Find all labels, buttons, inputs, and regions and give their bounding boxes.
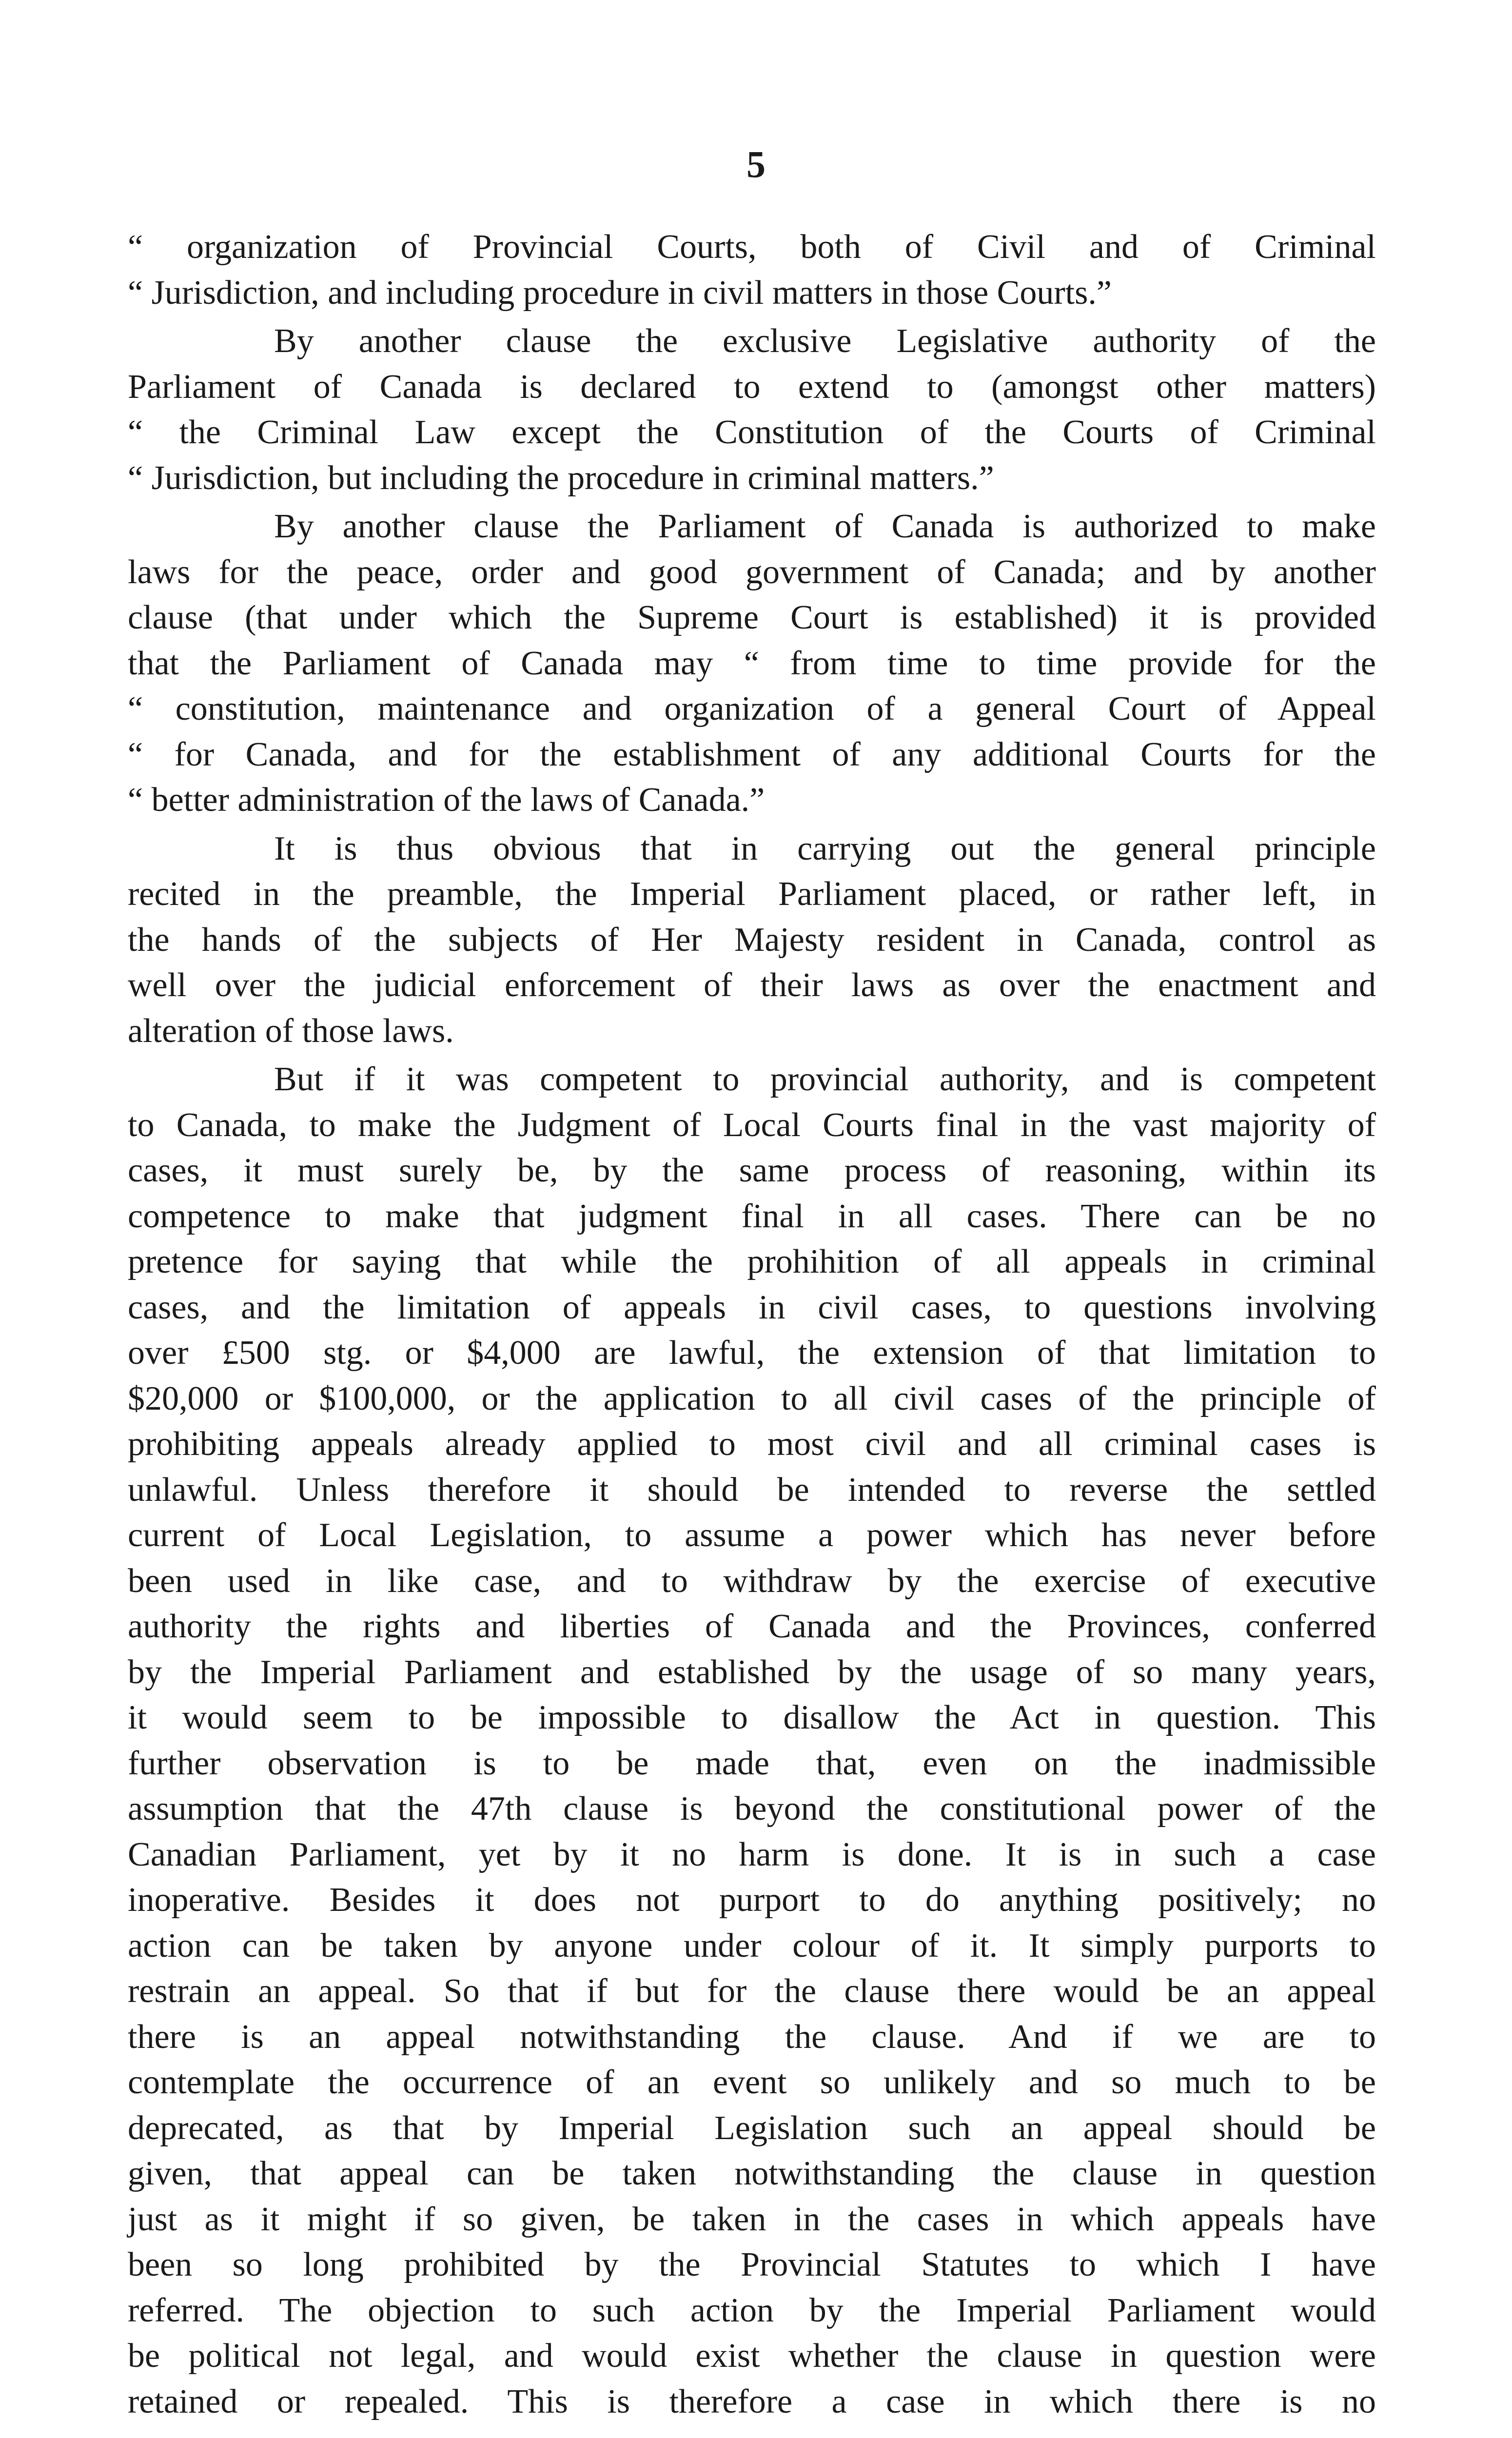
text-line: deprecated, as that by Imperial Legislation such an appeal should be xyxy=(128,2109,1376,2147)
paragraph-4 xyxy=(128,826,1376,1054)
text-line: been so long prohibited by the Provincial Statutes to which I have xyxy=(128,2246,1376,2283)
text-line: “ better administration of the laws of Canada.” xyxy=(128,781,765,819)
text-line: Canadian Parliament, yet by it no harm is done. It is in such a case xyxy=(128,1835,1376,1873)
text-line: retained or repealed. This is therefore a case in which there is no xyxy=(128,2382,1376,2420)
text-line: further observation is to be made that, even on the inadmissible xyxy=(128,1744,1376,1782)
body-text xyxy=(128,224,1376,2427)
text-line: by the Imperial Parliament and established by the usage of so many years, xyxy=(128,1653,1376,1691)
text-line: cases, and the limitation of appeals in civil cases, to questions involving xyxy=(128,1288,1376,1326)
text-line: alteration of those laws. xyxy=(128,1012,454,1050)
paragraph-2 xyxy=(128,318,1376,501)
text-line: It is thus obvious that in carrying out the general principle xyxy=(274,829,1376,867)
text-line: clause (that under which the Supreme Court is established) it is provided xyxy=(128,599,1376,636)
text-line: that the Parliament of Canada may “ from time to time provide for the xyxy=(128,644,1376,682)
text-line: cases, it must surely be, by the same process of reasoning, within its xyxy=(128,1152,1376,1189)
text-line: just as it might if so given, be taken in the cases in which appeals have xyxy=(128,2200,1376,2238)
text-line: well over the judicial enforcement of their laws as over the enactment and xyxy=(128,966,1376,1004)
text-line: pretence for saying that while the prohihition of all appeals in criminal xyxy=(128,1243,1376,1280)
paragraph-1 xyxy=(128,224,1376,315)
text-line: the hands of the subjects of Her Majesty resident in Canada, control as xyxy=(128,921,1376,959)
text-line: unlawful. Unless therefore it should be intended to reverse the settled xyxy=(128,1471,1376,1509)
text-line: “ constitution, maintenance and organization of a general Court of Appeal xyxy=(128,690,1376,727)
text-line: assumption that the 47th clause is beyond the constitutional power of the xyxy=(128,1790,1376,1828)
text-line: inoperative. Besides it does not purport to do anything positively; no xyxy=(128,1881,1376,1919)
text-line: Parliament of Canada is declared to extend to (amongst other matters) xyxy=(128,368,1376,406)
text-line: “ Jurisdiction, and including procedure in civil matters in those Courts.” xyxy=(128,274,1112,312)
text-line: laws for the peace, order and good government of Canada; and by another xyxy=(128,553,1376,591)
text-line: current of Local Legislation, to assume a power which has never before xyxy=(128,1516,1376,1554)
text-line: authority the rights and liberties of Canada and the Provinces, conferred xyxy=(128,1608,1376,1645)
text-line: it would seem to be impossible to disallow the Act in question. This xyxy=(128,1699,1376,1736)
text-line: over £500 stg. or $4,000 are lawful, the extension of that limitation to xyxy=(128,1334,1376,1372)
text-line: be political not legal, and would exist whether the clause in question were xyxy=(128,2337,1376,2375)
text-line: restrain an appeal. So that if but for the clause there would be an appeal xyxy=(128,1972,1376,2010)
text-line: “ for Canada, and for the establishment of any additional Courts for the xyxy=(128,735,1376,773)
text-line: But if it was competent to provincial authority, and is competent xyxy=(274,1061,1376,1098)
page-number: 5 xyxy=(746,143,766,185)
paragraph-3 xyxy=(128,504,1376,823)
text-line: $20,000 or $100,000, or the application to all civil cases of the principle of xyxy=(128,1379,1376,1417)
text-line: to Canada, to make the Judgment of Local Courts final in the vast majority of xyxy=(128,1106,1376,1144)
text-line: competence to make that judgment final in all cases. There can be no xyxy=(128,1197,1376,1235)
text-line: contemplate the occurrence of an event so unlikely and so much to be xyxy=(128,2064,1376,2101)
text-line: “ the Criminal Law except the Constitution of the Courts of Criminal xyxy=(128,413,1376,451)
text-line: been used in like case, and to withdraw by the exercise of executive xyxy=(128,1562,1376,1600)
text-line: “ Jurisdiction, but including the procedure in criminal matters.” xyxy=(128,459,994,497)
text-line: “ organization of Provincial Courts, both of Civil and of Criminal xyxy=(128,228,1376,266)
text-line: By another clause the Parliament of Canada is authorized to make xyxy=(274,508,1376,545)
text-line: given, that appeal can be taken notwithstanding the clause in question xyxy=(128,2155,1376,2192)
text-line: referred. The objection to such action by the Imperial Parliament would xyxy=(128,2291,1376,2329)
text-line: prohibiting appeals already applied to most civil and all criminal cases is xyxy=(128,1425,1376,1463)
text-line: By another clause the exclusive Legislative authority of the xyxy=(274,322,1376,360)
text-line: recited in the preamble, the Imperial Parliament placed, or rather left, in xyxy=(128,875,1376,913)
text-line: action can be taken by anyone under colour of it. It simply purports to xyxy=(128,1927,1376,1965)
paragraph-5 xyxy=(128,1057,1376,2424)
text-line: there is an appeal notwithstanding the clause. And if we are to xyxy=(128,2018,1376,2056)
